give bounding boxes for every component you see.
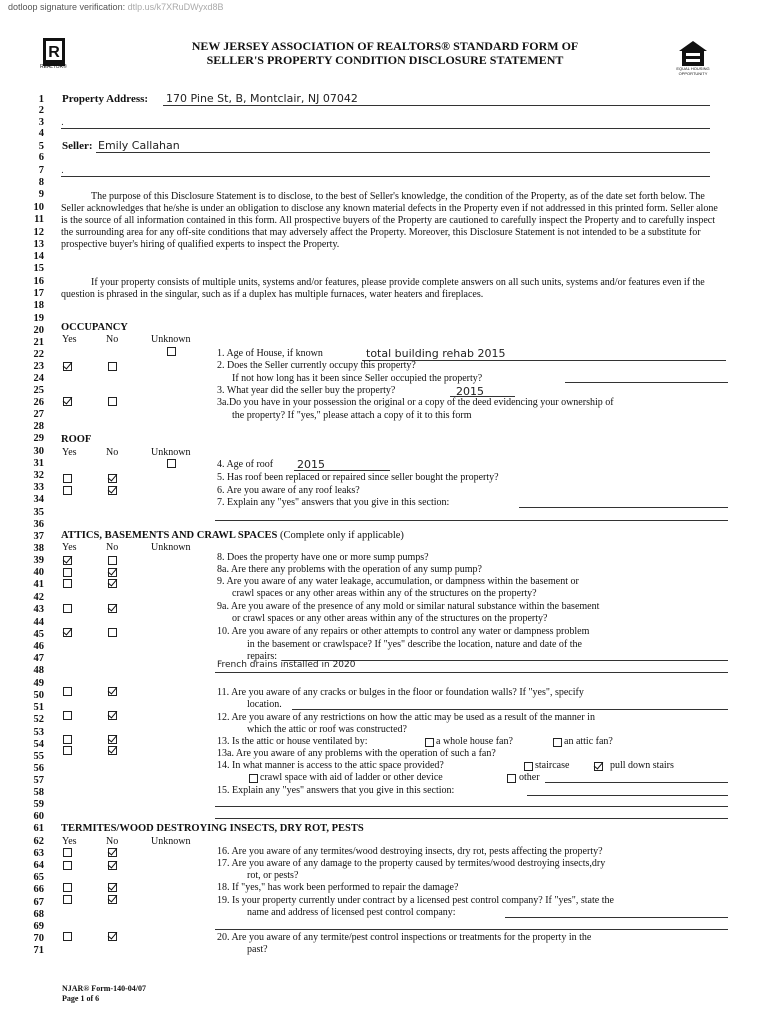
q4-unknown-checkbox[interactable] <box>167 459 176 468</box>
line-number: 64 <box>33 860 44 871</box>
q8a-text: 8a. Are there any problems with the operation of any sump pump? <box>217 564 482 575</box>
line-number: 36 <box>33 519 44 530</box>
seller-label: Seller: <box>62 140 93 152</box>
seller-underline2 <box>61 176 710 177</box>
q12b-text: which the attic or roof was constructed? <box>247 724 407 735</box>
q14-pull-down-stairs-checkbox[interactable] <box>594 762 603 771</box>
line-number: 50 <box>33 690 44 701</box>
q14-opt2-text: pull down stairs <box>610 760 674 771</box>
line-number: 70 <box>33 933 44 944</box>
occupancy-col-no: No <box>106 334 119 345</box>
q15-text: 15. Explain any "yes" answers that you give in this section: <box>217 785 455 796</box>
seller-value[interactable]: Emily Callahan <box>98 139 180 152</box>
q6-no-checkbox[interactable] <box>108 486 117 495</box>
form-title-line2: SELLER'S PROPERTY CONDITION DISCLOSURE STATEMENT <box>206 53 564 67</box>
q10-underline2 <box>215 672 728 673</box>
q10-text: 10. Are you aware of any repairs or other attempts to control any water or dampness problem <box>217 626 590 637</box>
line-number: 15 <box>33 263 44 274</box>
q10c-text: repairs: <box>247 651 277 662</box>
q3a2-text: the property? If "yes," please attach a copy of it to this form <box>232 410 472 421</box>
line-number: 16 <box>33 276 44 287</box>
attics-col-no: No <box>106 542 119 553</box>
seller-underline <box>96 152 710 153</box>
q9b-text: crawl spaces or any other areas within any of the structures on the property? <box>232 588 537 599</box>
q3a-yes-checkbox[interactable] <box>63 397 72 406</box>
q14-opt4-text: other <box>519 772 540 783</box>
q15-underline2 <box>215 806 728 807</box>
q13-attic-fan-checkbox[interactable] <box>553 738 562 747</box>
line-number: 7 <box>38 165 44 176</box>
q13-opt1-text: a whole house fan? <box>436 736 513 747</box>
q7-underline <box>519 507 728 508</box>
q4-text: 4. Age of roof <box>217 459 274 470</box>
q2-yes-checkbox[interactable] <box>63 362 72 371</box>
q5-no-checkbox[interactable] <box>108 474 117 483</box>
footer <box>62 984 146 1004</box>
q13a-text: 13a. Are you aware of any problems with the operation of such a fan? <box>217 748 496 759</box>
q11b-text: location. <box>247 699 282 710</box>
line-number: 45 <box>33 629 44 640</box>
occupancy-col-yes: Yes <box>62 334 77 345</box>
q8-no-checkbox[interactable] <box>108 556 117 565</box>
q11-no-checkbox[interactable] <box>108 687 117 696</box>
q1-answer[interactable]: total building rehab 2015 <box>366 347 506 360</box>
q3-answer[interactable]: 2015 <box>456 385 484 398</box>
q2b-text: If not how long has it been since Seller occupied the property? <box>232 373 483 384</box>
q17-text: 17. Are you aware of any damage to the property caused by termites/wood destroying insects,dry <box>217 858 606 869</box>
q10b-text: in the basement or crawlspace? If "yes" describe the location, nature and date of the <box>247 639 582 650</box>
q9-text: 9. Are you aware of any water leakage, accumulation, or dampness within the basement or <box>217 576 579 587</box>
line-number: 66 <box>33 884 44 895</box>
q14-staircase-checkbox[interactable] <box>524 762 533 771</box>
line-number: 41 <box>33 579 44 590</box>
termites-col-yes: Yes <box>62 836 77 847</box>
q13-opt2-text: an attic fan? <box>564 736 613 747</box>
q16-text: 16. Are you aware of any termites/wood destroying insects, dry rot, pests affecting the property? <box>217 846 603 857</box>
q1-unknown-checkbox[interactable] <box>167 347 176 356</box>
q19b-text: name and address of licensed pest control company: <box>247 907 456 918</box>
line-number: 2 <box>38 105 44 116</box>
q16-no-checkbox[interactable] <box>108 848 117 857</box>
q3-text: 3. What year did the seller buy the property? <box>217 385 396 396</box>
line-number: 10 <box>33 202 44 213</box>
line-number: 71 <box>33 945 44 956</box>
q10-yes-checkbox[interactable] <box>63 628 72 637</box>
line-number: 48 <box>33 665 44 676</box>
realtor-logo-text: REALTOR® <box>40 64 67 70</box>
q1-text: 1. Age of House, if known <box>217 348 323 359</box>
line-number: 47 <box>33 653 44 664</box>
occupancy-col-unknown: Unknown <box>151 334 191 345</box>
line-number: 34 <box>33 494 44 505</box>
line-number: 69 <box>33 921 44 932</box>
occupancy-heading: OCCUPANCY <box>61 322 128 333</box>
q12-yes-checkbox[interactable] <box>63 711 72 720</box>
line-number: 68 <box>33 909 44 920</box>
roof-col-no: No <box>106 447 119 458</box>
equal-housing-text: EQUAL HOUSING OPPORTUNITY <box>676 66 710 76</box>
line-number: 13 <box>33 239 44 250</box>
line-number: 33 <box>33 482 44 493</box>
q9-yes-checkbox[interactable] <box>63 579 72 588</box>
q18-text: 18. If "yes," has work been performed to repair the damage? <box>217 882 459 893</box>
line-number: 42 <box>33 592 44 603</box>
q11-underline <box>292 709 728 710</box>
q18-no-checkbox[interactable] <box>108 883 117 892</box>
line-number: 21 <box>33 337 44 348</box>
footer-form-id: NJAR® Form-140-04/07 <box>62 984 146 993</box>
line-number: 46 <box>33 641 44 652</box>
q19-underline2 <box>215 929 728 930</box>
q8-yes-checkbox[interactable] <box>63 556 72 565</box>
termites-col-unknown: Unknown <box>151 836 191 847</box>
q14-text: 14. In what manner is access to the attic space provided? <box>217 760 444 771</box>
q14-opt3-text: crawl space with aid of ladder or other device <box>260 772 443 783</box>
line-number: 37 <box>33 531 44 542</box>
q9a2-text: or crawl spaces or any other areas within any of the structures on the property? <box>232 613 548 624</box>
q5-text: 5. Has roof been replaced or repaired since seller bought the property? <box>217 472 499 483</box>
roof-col-yes: Yes <box>62 447 77 458</box>
line-number: 54 <box>33 739 44 750</box>
q15-underline3 <box>215 818 728 819</box>
q15-underline <box>527 795 728 796</box>
q7-text: 7. Explain any "yes" answers that you give in this section: <box>217 497 450 508</box>
line-number: 65 <box>33 872 44 883</box>
line-number: 39 <box>33 555 44 566</box>
q5-yes-checkbox[interactable] <box>63 474 72 483</box>
q3a-text: 3a.Do you have in your possession the original or a copy of the deed evidencing your ownership of <box>217 397 614 408</box>
q13a-yes-checkbox[interactable] <box>63 746 72 755</box>
q18-yes-checkbox[interactable] <box>63 883 72 892</box>
line-number: 31 <box>33 458 44 469</box>
attics-col-unknown: Unknown <box>151 542 191 553</box>
q4-underline <box>294 470 390 471</box>
q10-answer[interactable]: French drains installed in 2020 <box>217 660 356 670</box>
q1-underline <box>362 360 726 361</box>
line-number: 20 <box>33 325 44 336</box>
q14-opt1-text: staircase <box>535 760 570 771</box>
q17-no-checkbox[interactable] <box>108 861 117 870</box>
line-number: 56 <box>33 763 44 774</box>
roof-col-unknown: Unknown <box>151 447 191 458</box>
q2-text: 2. Does the Seller currently occupy this property? <box>217 360 416 371</box>
property-address-label: Property Address: <box>62 93 149 105</box>
form-title-line1: NEW JERSEY ASSOCIATION OF REALTORS® STANDARD FORM OF <box>191 39 579 53</box>
line-number: 22 <box>33 349 44 360</box>
line-number: 24 <box>33 373 44 384</box>
line-number: 9 <box>38 189 44 200</box>
line-number: 19 <box>33 313 44 324</box>
q20-text: 20. Are you aware of any termite/pest control inspections or treatments for the property in the <box>217 932 592 943</box>
multi-unit-paragraph: If your property consists of multiple units, systems and/or features, please provide complete answers on all such units, systems and/or features even if the question is phrased in the singular, such as if a duplex has multiple furnaces, water heaters and fireplaces. <box>61 277 705 300</box>
termites-col-no: No <box>106 836 119 847</box>
verification-line <box>8 2 224 12</box>
q12-text: 12. Are you aware of any restrictions on how the attic may be used as a result of the manner in <box>217 712 595 723</box>
line-number: 58 <box>33 787 44 798</box>
line-number: 49 <box>33 678 44 689</box>
q20b-text: past? <box>247 944 268 955</box>
q6-yes-checkbox[interactable] <box>63 486 72 495</box>
line-number: 17 <box>33 288 44 299</box>
line-number: 6 <box>38 152 44 163</box>
intro-paragraph: The purpose of this Disclosure Statement is to disclose, to the best of Seller's knowledge, the condition of the Property, as of the date set forth below. The Seller acknowledges that he/she is under an obligation to disclose any known material defects in the Property even if not addressed in this printed form. Seller alone is the source of all information contained in this form. All prospective buyers of the Property are cautioned to carefully inspect the Property and to carefully inspect the surrounding area for any off-site conditions that may adversely affect the Property. Moreover, this Disclosure Statement is not intended to be a substitute for prospective buyer's hiring of qualified experts to inspect the Property. <box>61 191 718 250</box>
line-number: 32 <box>33 470 44 481</box>
q19-yes-checkbox[interactable] <box>63 895 72 904</box>
attics-heading-note: (Complete only if applicable) <box>280 530 404 541</box>
q12-no-checkbox[interactable] <box>108 711 117 720</box>
q8-text: 8. Does the property have one or more sump pumps? <box>217 552 429 563</box>
property-address-underline2 <box>61 128 710 129</box>
line-number: 43 <box>33 604 44 615</box>
verification-url[interactable]: dtlp.us/k7XRuDWyxd8B <box>127 2 224 12</box>
q9-no-checkbox[interactable] <box>108 579 117 588</box>
q14-other-underline <box>545 782 728 783</box>
q17-yes-checkbox[interactable] <box>63 861 72 870</box>
footer-page-number: Page 1 of 6 <box>62 994 100 1003</box>
seller-line2[interactable]: . <box>61 166 64 176</box>
attics-heading-title: ATTICS, BASEMENTS AND CRAWL SPACES <box>61 530 278 541</box>
q11-yes-checkbox[interactable] <box>63 687 72 696</box>
q13-yes-checkbox[interactable] <box>63 735 72 744</box>
q14-other-checkbox[interactable] <box>507 774 516 783</box>
property-address-underline <box>163 105 710 106</box>
line-number: 5 <box>38 141 44 152</box>
q9a-yes-checkbox[interactable] <box>63 604 72 613</box>
q11-text: 11. Are you aware of any cracks or bulges in the floor or foundation walls? If "yes", specify <box>217 687 584 698</box>
line-number: 11 <box>34 214 44 225</box>
q13-whole-house-fan-checkbox[interactable] <box>425 738 434 747</box>
svg-text:R: R <box>48 44 60 61</box>
attics-col-yes: Yes <box>62 542 77 553</box>
q8a-yes-checkbox[interactable] <box>63 568 72 577</box>
property-address-value[interactable]: 170 Pine St, B, Montclair, NJ 07042 <box>166 92 358 105</box>
line-number: 51 <box>33 702 44 713</box>
line-number: 3 <box>38 117 44 128</box>
q2-no-checkbox[interactable] <box>108 362 117 371</box>
attics-heading <box>61 530 404 541</box>
line-number: 38 <box>33 543 44 554</box>
line-number: 29 <box>33 433 44 444</box>
termites-heading: TERMITES/WOOD DESTROYING INSECTS, DRY ROT, PESTS <box>61 823 364 834</box>
line-number: 53 <box>33 727 44 738</box>
line-number: 30 <box>33 446 44 457</box>
line-number: 62 <box>33 836 44 847</box>
q10-no-checkbox[interactable] <box>108 628 117 637</box>
q20-no-checkbox[interactable] <box>108 932 117 941</box>
q19-underline <box>505 917 728 918</box>
line-number: 26 <box>33 397 44 408</box>
line-number: 23 <box>33 361 44 372</box>
line-number: 14 <box>33 251 44 262</box>
line-number: 27 <box>33 409 44 420</box>
line-number: 1 <box>38 94 44 105</box>
line-number: 59 <box>33 799 44 810</box>
q13a-no-checkbox[interactable] <box>108 746 117 755</box>
verification-label: dotloop signature verification: <box>8 2 126 12</box>
q17b-text: rot, or pests? <box>247 870 299 881</box>
line-number: 35 <box>33 507 44 518</box>
line-number: 4 <box>38 128 44 139</box>
line-number: 60 <box>33 811 44 822</box>
line-number: 28 <box>33 421 44 432</box>
line-number: 55 <box>33 751 44 762</box>
line-number: 61 <box>33 823 44 834</box>
line-number: 63 <box>33 848 44 859</box>
q6-text: 6. Are you aware of any roof leaks? <box>217 485 360 496</box>
q3a-no-checkbox[interactable] <box>108 397 117 406</box>
line-number: 44 <box>33 617 44 628</box>
line-number: 8 <box>38 177 44 188</box>
line-number: 12 <box>33 227 44 238</box>
line-number: 52 <box>33 714 44 725</box>
q7-underline2 <box>215 520 728 521</box>
q9a-text: 9a. Are you aware of the presence of any mold or similar natural substance within the basement <box>217 601 600 612</box>
q20-yes-checkbox[interactable] <box>63 932 72 941</box>
q14-crawl-space-checkbox[interactable] <box>249 774 258 783</box>
property-address-line2[interactable]: . <box>61 118 64 128</box>
q9a-no-checkbox[interactable] <box>108 604 117 613</box>
q4-answer[interactable]: 2015 <box>297 458 325 471</box>
q16-yes-checkbox[interactable] <box>63 848 72 857</box>
line-number: 18 <box>33 300 44 311</box>
roof-heading: ROOF <box>61 434 92 445</box>
q19-no-checkbox[interactable] <box>108 895 117 904</box>
line-number: 40 <box>33 567 44 578</box>
line-number: 25 <box>33 385 44 396</box>
q13-text: 13. Is the attic or house ventilated by: <box>217 736 368 747</box>
q19-text: 19. Is your property currently under contract by a licensed pest control company? If "yes", state the <box>217 895 614 906</box>
line-number: 57 <box>33 775 44 786</box>
q2b-underline <box>565 382 728 383</box>
line-number: 67 <box>33 897 44 908</box>
